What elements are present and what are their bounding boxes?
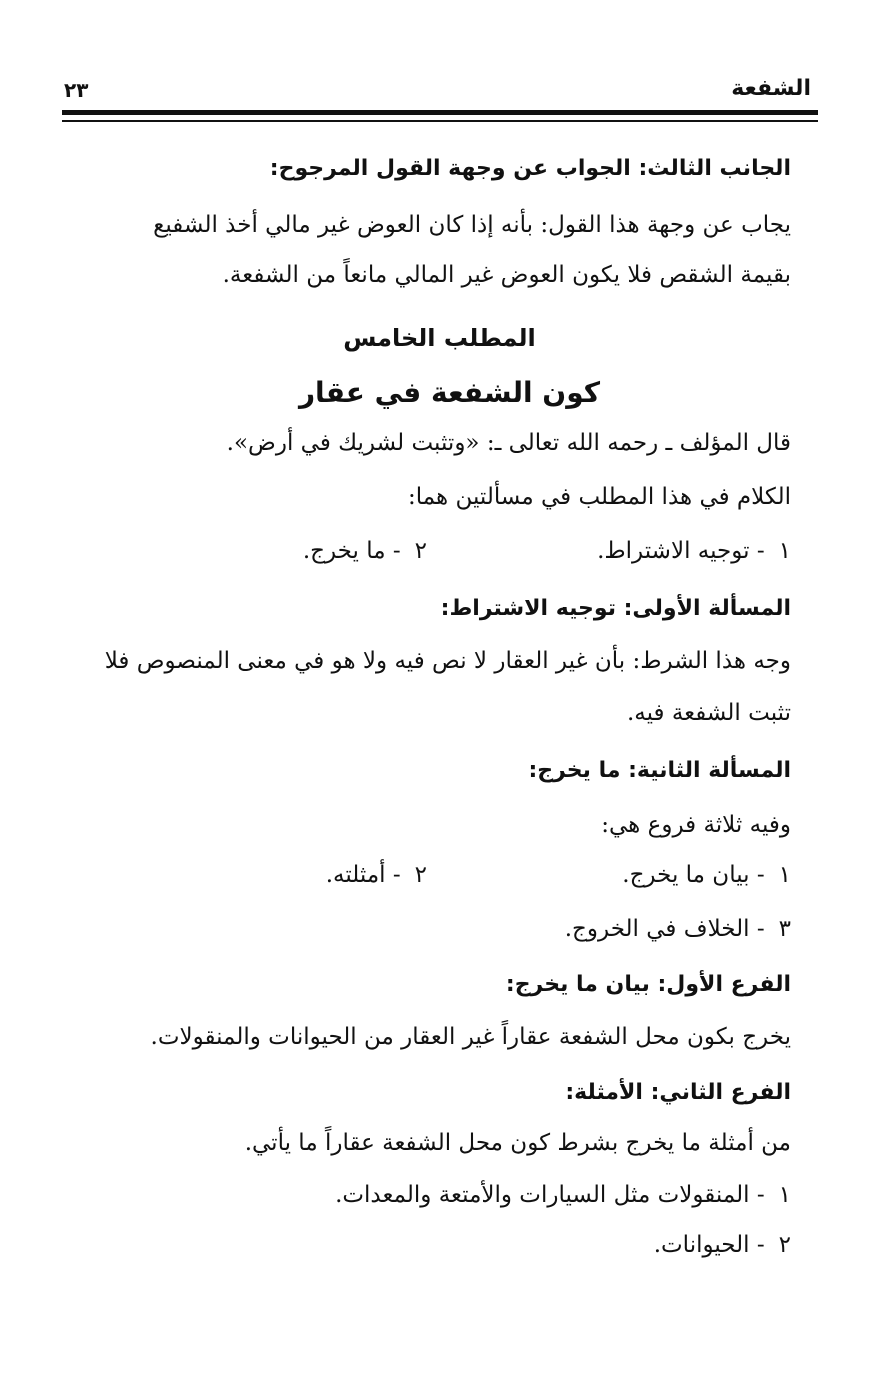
list-item-text: - بيان ما يخرج. — [622, 862, 765, 888]
far2-intro: من أمثلة ما يخرج بشرط كون محل الشفعة عقاراً ما يأتي. — [244, 1130, 791, 1156]
far1-text: يخرج بكون محل الشفعة عقاراً غير العقار من الحيوانات والمنقولات. — [150, 1024, 791, 1050]
list-item-number: ١ — [778, 538, 791, 564]
quote-line: قال المؤلف ـ رحمه الله تعالى ـ: «وتثبت لشريك في أرض». — [226, 430, 791, 456]
far1-heading: الفرع الأول: بيان ما يخرج: — [505, 972, 791, 997]
list-item-text: - الخلاف في الخروج. — [564, 916, 765, 942]
list-item-number: ٣ — [778, 916, 791, 942]
intro-line: الكلام في هذا المطلب في مسألتين هما: — [407, 484, 791, 510]
running-header-title: الشفعة — [731, 76, 811, 101]
list-item-number: ٢ — [414, 538, 427, 564]
list-item-text: - ما يخرج. — [302, 538, 401, 564]
list-item-number: ٢ — [778, 1232, 791, 1258]
matlab-heading: المطلب الخامس — [343, 324, 536, 352]
list-item-text: - توجيه الاشتراط. — [597, 538, 765, 564]
list-item — [565, 916, 791, 942]
masala2-heading: المسألة الثانية: ما يخرج: — [528, 758, 791, 783]
list-item — [654, 1232, 791, 1258]
list-item — [335, 1182, 791, 1208]
list-item — [326, 862, 427, 888]
list-item-text: - الحيوانات. — [653, 1232, 765, 1258]
list-item-text: - المنقولات مثل السيارات والأمتعة والمعدات. — [335, 1182, 765, 1208]
section-heading-third-aspect: الجانب الثالث: الجواب عن وجهة القول المرجوح: — [269, 156, 791, 181]
masala1-heading: المسألة الأولى: توجيه الاشتراط: — [440, 596, 791, 621]
list-item — [597, 538, 791, 564]
list-item-text: - أمثلته. — [325, 862, 401, 888]
list-item-number: ١ — [778, 862, 791, 888]
far2-heading: الفرع الثاني: الأمثلة: — [565, 1080, 791, 1105]
paragraph-line: بقيمة الشقص فلا يكون العوض غير المالي مانعاً من الشفعة. — [222, 262, 791, 288]
list-item — [303, 538, 427, 564]
list-item-number: ٢ — [414, 862, 427, 888]
matlab-title: كون الشفعة في عقار — [298, 376, 601, 409]
furu-intro: وفيه ثلاثة فروع هي: — [601, 812, 791, 838]
header-rule-thick — [62, 110, 818, 115]
page-number: ٢٣ — [64, 78, 89, 102]
paragraph-line: يجاب عن وجهة هذا القول: بأنه إذا كان العوض غير مالي أخذ الشفيع — [153, 212, 791, 238]
list-item — [622, 862, 791, 888]
header-rule-thin — [62, 120, 818, 122]
list-item-number: ١ — [778, 1182, 791, 1208]
paragraph-line: تثبت الشفعة فيه. — [626, 700, 791, 726]
paragraph-line: وجه هذا الشرط: بأن غير العقار لا نص فيه ولا هو في معنى المنصوص فلا — [104, 648, 791, 674]
